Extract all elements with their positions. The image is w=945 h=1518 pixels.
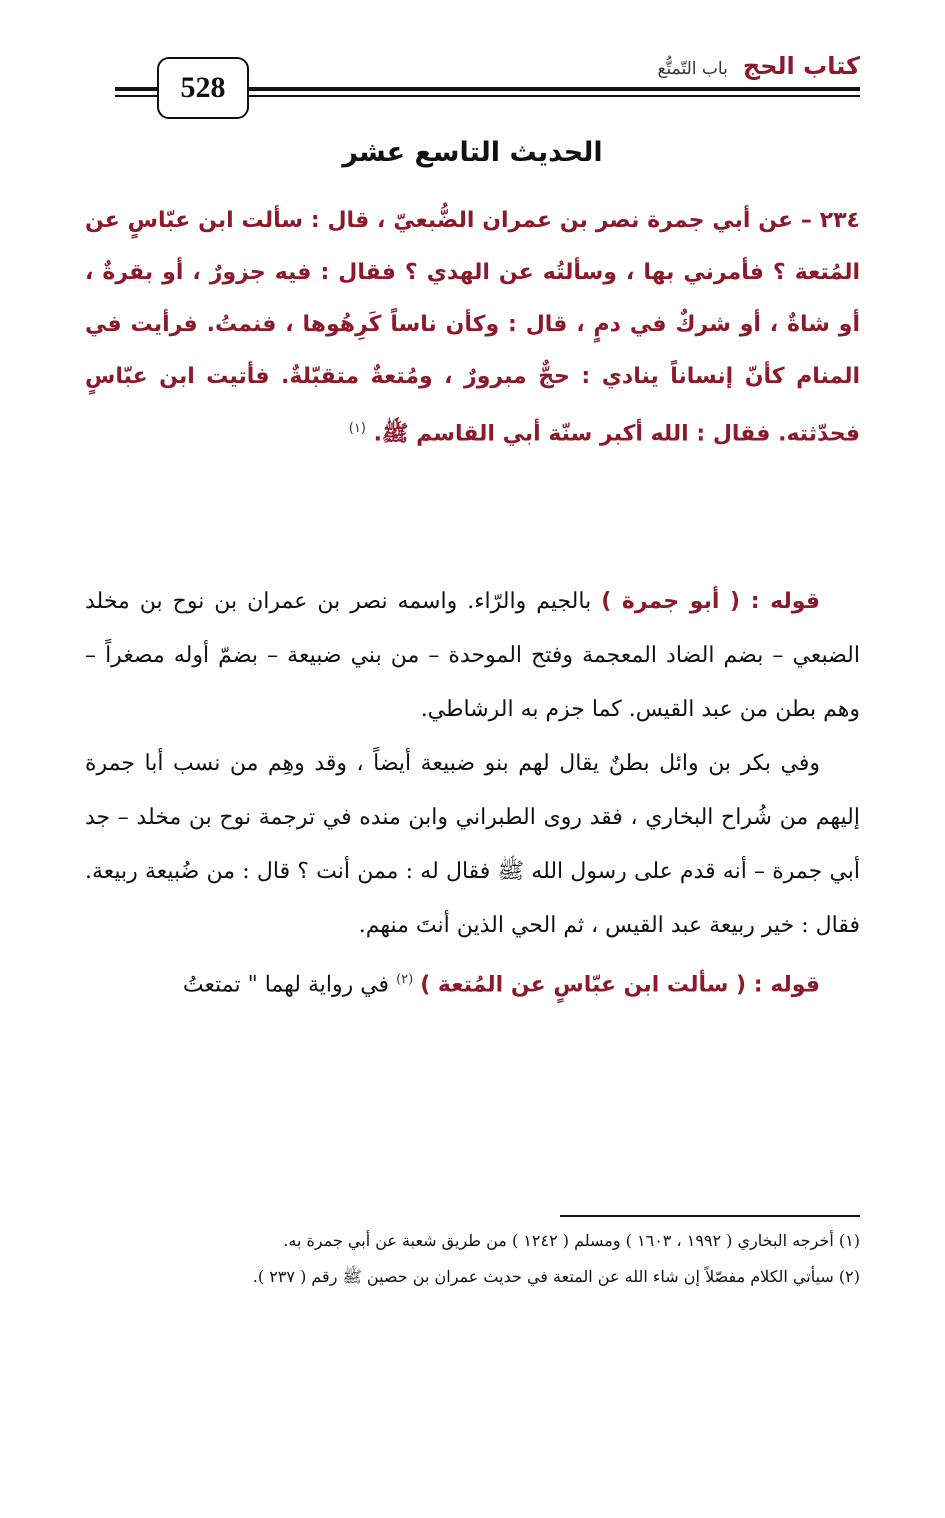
commentary-text-2: وفي بكر بن وائل بطنٌ يقال لهم بنو ضبيعة أيضاً ، وقد وهِم من نسب أبا جمرة إليهم من شُراح البخاري ، فقد روى الطبراني وابن منده في ترجمة نوح بن مخلد – جد أبي جمرة – أنه قدم على رسول الله ﷺ فقال له : ممن أنت ؟ قال : من ضُبيعة ربيعة. فقال : خير ربيعة عبد القيس ، ثم الحي الذين أنتَ منهم.	[85, 751, 860, 938]
footnote-ref-1[interactable]: (١)	[348, 421, 366, 436]
commentary-paragraph-3	[85, 953, 860, 1012]
commentary-paragraph-1	[85, 575, 860, 737]
hadith-number: ٢٣٤	[819, 208, 860, 233]
footnotes-block	[85, 1226, 860, 1298]
commentary-label-3: قوله : ( سألت ابن عبّاسٍ عن المُتعة )	[420, 972, 820, 998]
running-header	[657, 52, 860, 80]
hadith-text: – عن أبي جمرة نصر بن عمران الضُّبعيّ ، قال : سألت ابن عبّاسٍ عن المُتعة ؟ فأمرني بها ، وسألتُه عن الهدي ؟ فقال : فيه جزورٌ ، أو بقرةٌ ، أو شاةٌ ، أو شركٌ في دمٍ ، قال : وكأن ناساً كَرِهُوها ، فنمتُ. فرأيت في المنام كأنّ إنساناً ينادي : حجٌّ مبرورٌ ، ومُتعةٌ متقبّلةٌ. فأتيت ابن عبّاسٍ فحدّثته. فقال : الله أكبر سنّة أبي القاسم ﷺ.	[85, 208, 860, 447]
commentary-block	[85, 575, 860, 1012]
footnote-separator	[560, 1215, 860, 1217]
footnote-2: (٢) سيأتي الكلام مفصّلاً إن شاء الله عن المتعة في حديث عمران بن حصين ﷺ رقم ( ٢٣٧ ).	[252, 1267, 860, 1286]
chapter-title: باب التّمتُّع	[657, 59, 728, 79]
section-heading: الحديث التاسع عشر	[342, 137, 603, 168]
commentary-label-1: قوله : ( أبو جمرة )	[601, 589, 820, 614]
page-number: 528	[157, 57, 249, 119]
book-title: كتاب الحج	[742, 52, 860, 80]
footnote-1: (١) أخرجه البخاري ( ١٩٩٢ ، ١٦٠٣ ) ومسلم ( ١٢٤٢ ) من طريق شعبة عن أبي جمرة به.	[283, 1231, 860, 1250]
commentary-paragraph-2	[85, 737, 860, 953]
footnote-ref-2[interactable]: (٢)	[396, 972, 414, 987]
commentary-text-1: بالجيم والرّاء. واسمه نصر بن عمران بن نوح بن مخلد الضبعي – بضم الضاد المعجمة وفتح الموحدة – من بني ضبيعة – بضمّ أوله مصغراً – وهم بطن من عبد القيس. كما جزم به الرشاطي.	[85, 589, 860, 722]
commentary-text-3: في رواية لهما " تمتعتُ	[182, 972, 397, 998]
hadith-text-block	[85, 195, 860, 460]
